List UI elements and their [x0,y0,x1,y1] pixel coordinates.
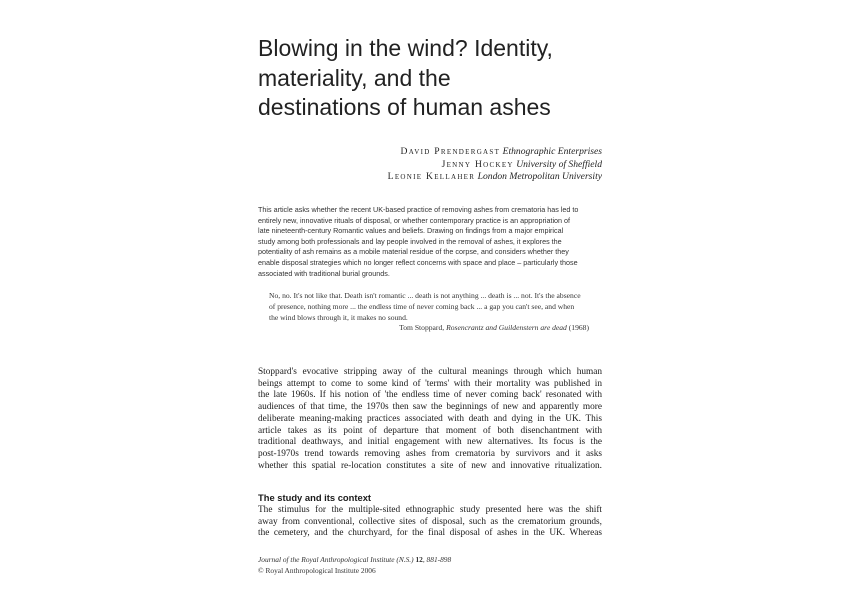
author-name: Leonie Kellaher [387,171,476,182]
copyright-notice: © Royal Anthropological Institute 2006 [258,565,376,575]
section-paragraph [258,505,602,540]
body-line: away from conventional, collective sites of disposal, such as the crematorium grounds, [258,516,602,527]
body-line: article takes as its point of departure that moment of both disenchantment with [258,425,602,436]
journal-reference [258,555,602,566]
author-line [258,171,602,184]
abstract [258,205,602,279]
journal-name: Journal of the Royal Anthropological Institute (N.S.) [258,555,414,564]
epigraph-line: No, no. It's not like that. Death isn't romantic ... death is not anything ... death is ... not. It's the absence [269,291,581,300]
author-affiliation: Ethnographic Enterprises [502,146,602,157]
body-line: beings attempt to come to some kind of 'terms' with their mortality was published in [258,378,602,389]
author-line [258,159,602,172]
body-line: deliberate meaning-making practices associated with death and dying in the UK. This [258,413,602,424]
abstract-line: This article asks whether the recent UK-based practice of removing ashes from crematoria has led to [258,205,579,214]
body-line: Stoppard's evocative stripping away of the cultural meanings through which human [258,367,602,377]
body-line: the late 1960s. If his notion of 'the endless time of never coming back' resonated with [258,390,602,401]
epigraph-work: Rosencrantz and Guildenstern are dead [446,323,567,333]
abstract-line: late nineteenth-century Romantic values and beliefs. Drawing on findings from a major empirical [258,226,564,236]
author-name: David Prendergast [400,146,501,157]
abstract-line: associated with traditional burial grounds. [258,268,390,278]
body-line: The stimulus for the multiple-sited ethnographic study presented here was the shift [258,505,602,515]
journal-pages: , 881-898 [422,555,452,564]
body-line: post-1970s trend towards removing ashes from crematoria by survivors and it asks [258,448,602,459]
journal-footer [258,555,602,576]
epigraph-line: of presence, nothing more ... the endless time of never coming back ... a gap you can't see, and when [269,301,575,311]
title-line: materiality, and the [258,64,451,91]
intro-paragraph [258,367,602,472]
title-line: Blowing in the wind? Identity, [258,35,553,61]
body-line: the cemetery, and the churchyard, for the final disposal of ashes in the UK. Whereas [258,528,602,539]
abstract-line: entirely new, innovative rituals of disposal, or whether contemporary practice is an appropriation of [258,215,571,225]
title-line: destinations of human ashes [258,94,551,120]
article-title [258,34,602,123]
epigraph-line: the wind blows through it, it makes no sound. [269,312,408,322]
body-line: audiences of that time, the 1970s then saw the beginnings of new and apparently more [258,402,602,413]
author-name: Jenny Hockey [441,158,514,170]
author-affiliation: London Metropolitan University [477,171,602,182]
abstract-line: study among both professionals and lay people involved in the removal of ashes, it explores the [258,236,562,246]
epigraph-year: (1968) [568,323,589,333]
body-line: whether this spatial re-location constitutes a site of new and innovative ritualization. [258,460,602,471]
epigraph-quote [269,291,589,334]
author-affiliation: University of Sheffield [516,158,602,170]
author-line [258,146,602,159]
epigraph-citation [269,323,589,334]
abstract-line: enable disposal strategies which no longer reflect concerns with space and place – particularly those [258,257,578,267]
author-list [258,146,602,184]
journal-volume: 12 [415,555,423,564]
section-heading: The study and its context [258,492,372,503]
abstract-line: potentiality of ash remains as a mobile material residue of the corpse, and considers whether they [258,247,569,257]
epigraph-author: Tom Stoppard, [399,323,445,333]
body-line: traditional deathways, and initial engagement with new alternatives. Its focus is the [258,437,602,448]
